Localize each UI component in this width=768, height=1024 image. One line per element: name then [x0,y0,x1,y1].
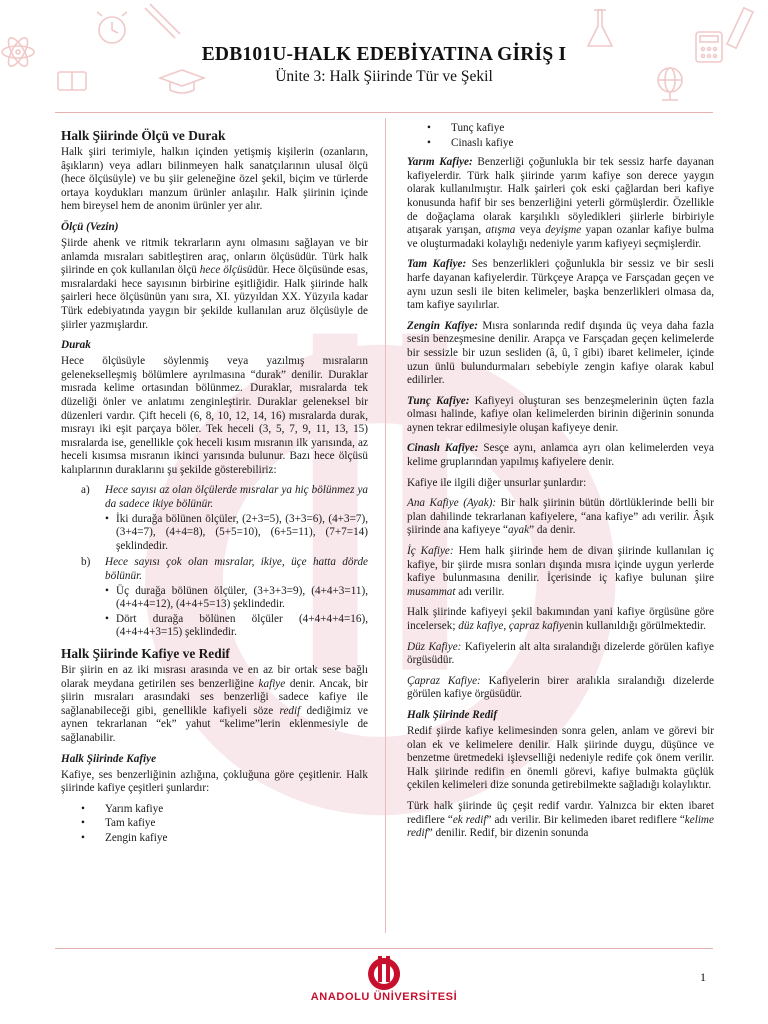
heading-olcu-durak: Halk Şiirinde Ölçü ve Durak [61,128,226,143]
paragraph-ana-kafiye: Ana Kafiye (Ayak): Bir halk şiirinin bütün dörtlüklerinde belli bir plan dahilinde tekrarlanan kafiyelere, “ana kafiye” adı verilir. Âşık şiirinde ana kafiyeye “ayak” da denir. [407,497,714,537]
university-name: ANADOLU ÜNİVERSİTESİ [310,991,458,1003]
list-item: • Yarım kafiye [61,803,368,817]
flask-icon [588,10,612,46]
durak-list [61,484,368,640]
kafiye-types-list-cont [407,122,714,150]
paragraph-diger-unsurlar: Kafiye ile ilgili diğer unsurlar şunlardır: [407,476,587,489]
alarm-clock-icon [97,12,127,43]
paragraph-kafiye-orgusu: Halk şiirinde kafiyeyi şekil bakımından yani kafiye örgüsüne göre incelersek; düz kafiye, çapraz kafiyenin kullanıldığı görülmektedir. [407,606,714,632]
heading-durak: Durak [61,339,91,352]
page-title: EDB101U-HALK EDEBİYATINA GİRİŞ I [201,44,567,65]
paragraph-kafiye-redif: Bir şiirin en az iki mısrası arasında ve en az bir ortak sese bağlı olarak meydana getirilen ses benzerliğine kafiye denir. Ancak, bir şiirin mısraları arasındaki ses benzerliği sadece kafiye ile sağlanabileceği gibi, genellikle kafiyeli söze redif dediğimiz ve aynen tekrarlanan “ek” yahut “kelime”lerin eklenmesiyle de sağlanabilir. [61,664,368,744]
header-divider [55,112,713,113]
paragraph-duz-kafiye: Düz Kafiye: Kafiyelerin alt alta sıralandığı dizelerde görülen kafiye örgüsüdür. [407,640,714,667]
paragraph-olcu: Şiirde ahenk ve ritmik tekrarların aynı olmasını sağlayan ve bir anlamda mısraları sabitleştiren araç, onların ölçüsüdür. Türk halk şiirinde en çok kullanılan ölçü hece ölçüsüdür. Hece ölçüsünde esas, mısralardaki hece sayısının birbirine eşitliğidir. Halk şiirinde halk şairleri hece ölçüsünün yanı sıra, XI. yüzyıldan XX. Yüzyıla kadar Türk edebiyatında yaygın bir şekilde kullanılan aruz ölçüsüyle de şiirler yazmışlardır. [61,236,368,331]
paragraph-kafiye: Kafiye, ses benzerliğinin azlığına, çokluğuna göre çeşitlenir. Halk şiirinde kafiye çeşitleri şunlardır: [61,768,368,795]
heading-kafiye: Halk Şiirinde Kafiye [61,752,157,765]
kafiye-types-list [61,803,368,846]
page-subtitle: Ünite 3: Halk Şiirinde Tür ve Şekil [275,68,493,85]
paragraph-tam-kafiye: Tam Kafiye: Ses benzerlikleri çoğunlukla bir sessiz ve bir sesli harfe dayanan kafiyelerdir. Türkçeye Arapça ve Farsçadan geçen ve aynı uzun sesli ile biten kelimeler, başka benzerlikleri olmasa da, tam kafiye sayılırlar. [407,258,715,312]
paragraph-capraz-kafiye: Çapraz Kafiye: Kafiyelerin birer aralıkla sıralandığı dizelerde görülen kafiye örgüsüdür. [407,674,714,701]
list-item: • İki durağa bölünen ölçüler, (2+3=5), (3+3=6), (4+3=7), (3+4=7), (4+4=8), (5+5=10), (6+5=11), (7+7=14) şeklindedir. [105,513,368,554]
right-column [407,122,714,848]
list-item-a: a) Hece sayısı az olan ölçülerde mısralar ya hiç bölünmez ya da sadece ikiye bölünür. • İki durağa bölünen ölçüler, (2+3=5), (3+3=6), (4+3=7), (3+4=7), (4+4=8), (5+5=10), (6+5=11), (7+7=14) şeklindedir. [61,484,368,553]
paragraph-zengin-kafiye: Zengin Kafiye: Mısra sonlarında redif dışında üç veya daha fazla sesin benzeşmesine denilir. Arapça ve Farsçadan geçen kelimelerde bir sessizle bir uzun sesliden (â, û, î gibi) ibaret kelimeler, içinde uzun ünlü bulundurmaları sebebiyle zengin kafiye olarak kabul edilirler. [407,319,714,387]
paragraph-tunc-kafiye: Tunç Kafiye: Kafiyeyi oluşturan ses benzeşmelerinin üçten fazla olması halinde, kafiye olan kelimelerden birinin diğerinin sonunda aynen tekrar edilmesiyle oluşan kafiyeye denir. [407,394,715,434]
paragraph-redif: Redif şiirde kafiye kelimesinden sonra gelen, anlam ve görevi bir olan ek ve kelimelere denilir. Halk şiirinde duygu, düşünce ve benzetme üretmedeki işlevselliği nedeniyle redife çok önem verilir. Halk şiirinde redifin en önemli görevi, kafiye bulmakta güçlük çekilen kelimeleri dize sonunda getirebilmekte sağladığı kolaylıktır. [407,724,714,792]
paragraph-redif-cesitleri: Türk halk şiirinde üç çeşit redif vardır. Yalnızca bir ekten ibaret rediflere “ek redif” adı verilir. Bir kelimeden ibaret rediflere “kelime redif” denilir. Redif, bir dizenin sonunda [407,799,714,840]
heading-olcu: Ölçü (Vezin) [61,220,119,233]
list-item: • Cinaslı kafiye [407,137,714,151]
list-item: • Zengin kafiye [61,832,368,846]
column-divider [385,118,386,933]
paragraph-intro: Halk şiiri terimiyle, halkın içinden yetişmiş kişilerin (ozanların, âşıkların) veya adları bilinmeyen halk sanatçılarının ulusal ölçü (hece ölçüsüyle) ve bu şiir geleneğine özel şekil, biçim ve türlerde ortaya koydukları manzum ürünler anlaşılır. Halk şiirinin içinde hem bireysel hem de anonim ürünler yer alır. [61,146,368,213]
left-column [61,122,368,852]
list-item-b: b) Hece sayısı çok olan mısralar, ikiye, üçe hatta dörde bölünür. • Üç durağa bölünen ölçüler, (3+3+3=9), (4+4+3=11), (4+4+4=12), (4+4+5=13) şeklindedir. • Dört durağa bölünen ölçüler (4+4+4+4=16), (4+4+4+3=15) şeklindedir. [61,556,368,640]
list-item: • Dört durağa bölünen ölçüler (4+4+4+4=16), (4+4+4+3=15) şeklindedir. [105,613,368,640]
list-item: • Tunç kafiye [407,122,714,136]
anadolu-university-logo [362,955,406,993]
paragraph-durak: Hece ölçüsüyle söylenmiş veya yazılmış mısraların gelenekselleşmiş bölümlere ayrılmasına “durak” denilir. Duraklar mısrada kelime ortasından bölünmez. Duraklar, mısralarda tek düzeliği önler ve anlatımı zenginleştirir. Duraklar geleneksel bir düzenleri vardır. Çift heceli (6, 8, 10, 12, 14, 16) mısralarda durak, mısrayı iki eşit parçaya böler. Tek heceli (3, 5, 7, 9, 11, 13, 15) mısralarda ise, genellikle çok heceli kısım mısranın ilk yarısında, az heceli kısımsa mısranın ikinci yarısında bulunur. Bazı hece ölçüsü kalıplarının duraklarını şu şekilde gösterebiliriz: [61,355,368,476]
paragraph-yarim-kafiye: Yarım Kafiye: Benzerliği çoğunlukla bir tek sessiz harfe dayanan kafiyelerdir. Türk halk şiirinde yarım kafiye son derece yaygın olarak kullanılmıştır. Halk şairleri çok eski çağlardan beri kafiye konusunda hafif bir ses benzerliğini yeterli görmüşlerdir. Özellikle de doğaçlama olarak karşılıklı söyledikleri şiirlerle birbiriyle atışarak yarışan, atışma veya deyişme yapan ozanlar kafiye bulma ve oluşturmadaki kolaylığı nedeniyle yarım kafiyeyi seçmişlerdir. [407,156,715,250]
list-item: • Tam kafiye [61,817,368,831]
paragraph-ic-kafiye: İç Kafiye: Hem halk şiirinde hem de divan şiirinde kullanılan iç kafiye, bir şiirde mısra sonları dışında mısra içinde uygun yerlerde kafiye bulunmasına denilir. İçerisinde iç kafiye bulunan şiire musammat adı verilir. [407,545,714,598]
footer-divider [55,948,713,949]
ruler-icon [727,8,753,48]
list-item: • Üç durağa bölünen ölçüler, (3+3+3=9), (4+4+3=11), (4+4+4=12), (4+4+5=13) şeklindedir. [105,585,368,612]
heading-kafiye-redif: Halk Şiirinde Kafiye ve Redif [61,646,230,661]
page-number: 1 [700,970,706,984]
pencil-icon [145,4,180,38]
paragraph-cinasli-kafiye: Cinaslı Kafiye: Sesçe aynı, anlamca ayrı olan kelimelerden veya kelime gruplarından yapılmış kafiyelere denir. [407,442,714,469]
heading-redif: Halk Şiirinde Redif [407,708,498,721]
